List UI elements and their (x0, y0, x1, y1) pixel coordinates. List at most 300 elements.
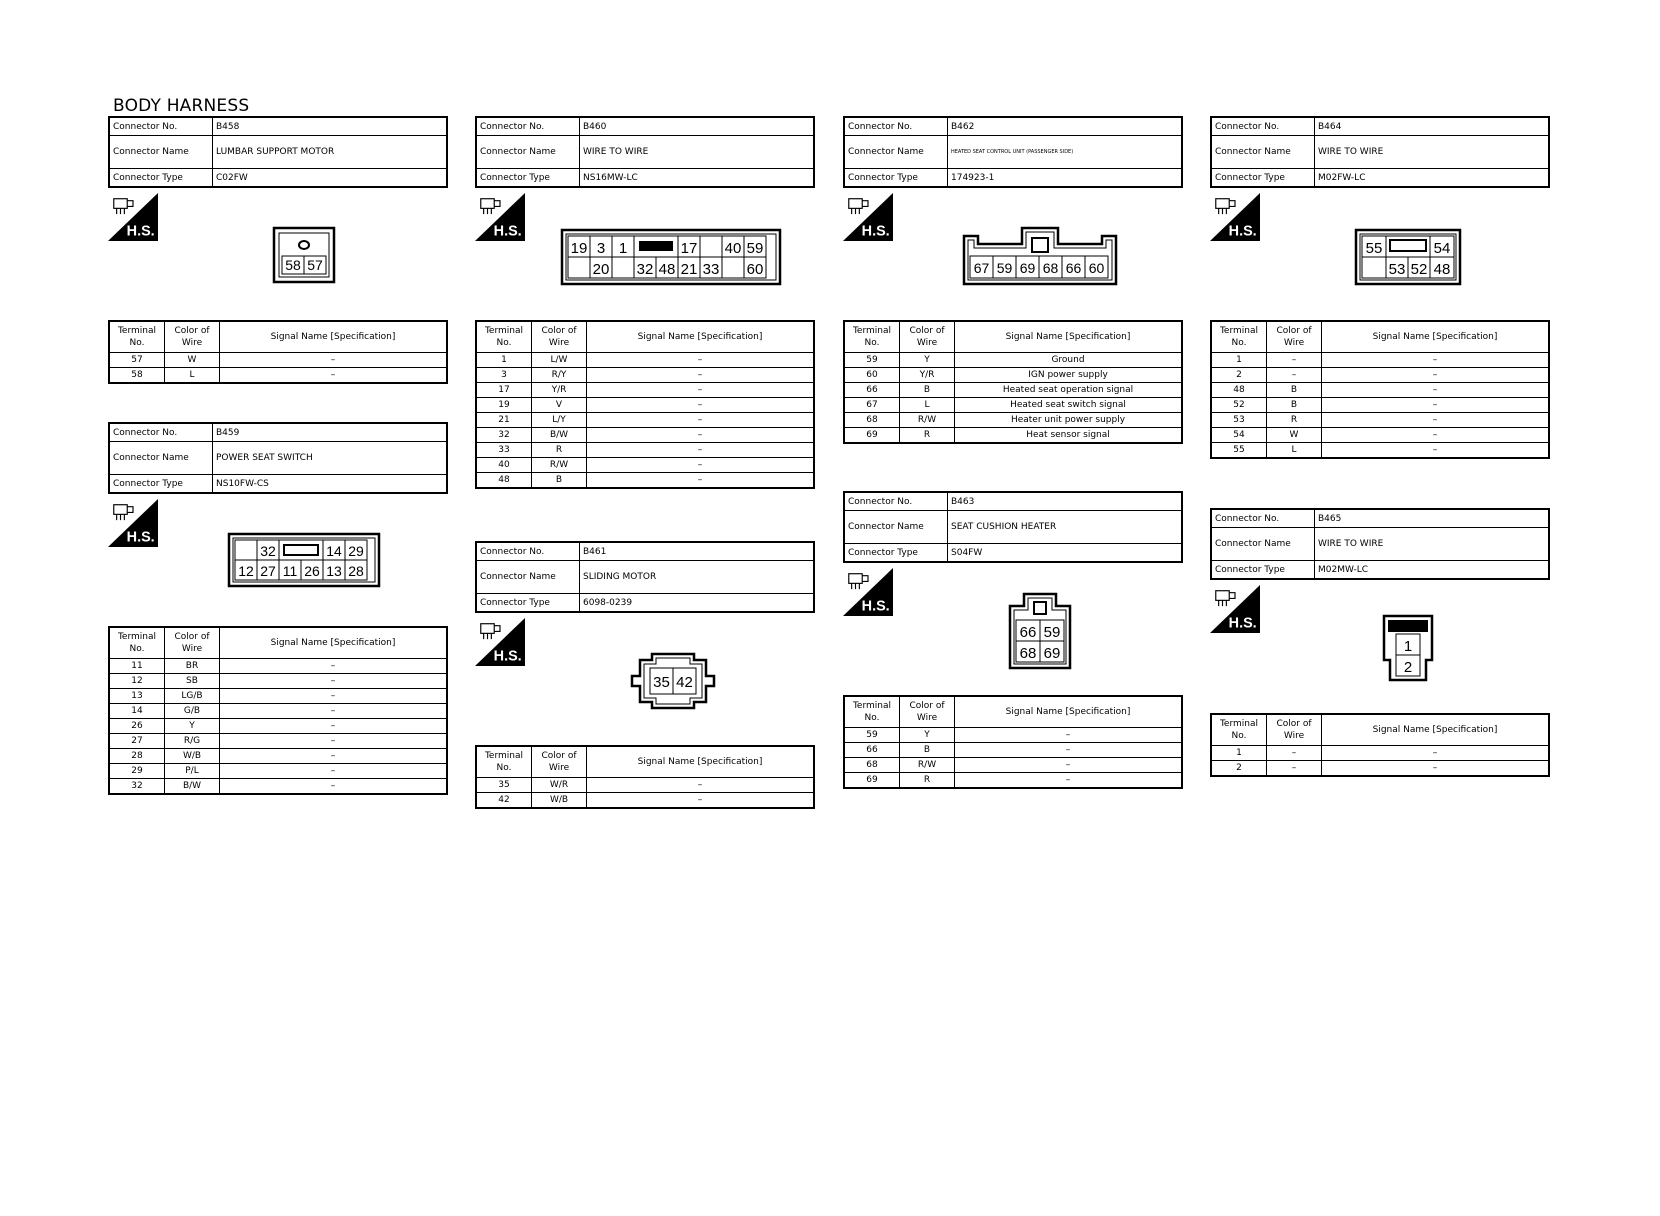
wire-color-cell: B (532, 473, 587, 489)
pin-label: 29 (348, 543, 364, 559)
pin-label: 14 (326, 543, 342, 559)
terminal-no-cell: 68 (844, 758, 900, 773)
pin-label: 1 (1403, 638, 1413, 655)
pin-label: 1 (618, 240, 628, 257)
terminal-no-cell: 67 (844, 398, 900, 413)
terminal-no-cell: 12 (109, 674, 165, 689)
connector-name-value: SLIDING MOTOR (580, 561, 815, 594)
pin-label: 32 (260, 543, 276, 559)
connector-icon (114, 505, 133, 520)
pin-label: 11 (282, 563, 298, 579)
table-row (1211, 413, 1549, 428)
signal-name-cell: – (587, 473, 815, 489)
connector-no-label: Connector No. (109, 117, 213, 136)
connector-name-label: Connector Name (476, 136, 580, 169)
connector-type-label: Connector Type (476, 169, 580, 188)
table-row (844, 773, 1182, 789)
terminal-no-cell: 59 (844, 728, 900, 743)
pin-label: 42 (676, 674, 693, 691)
connector-type-label: Connector Type (844, 169, 948, 188)
signal-name-cell: IGN power supply (955, 368, 1183, 383)
signal-name-cell: Heated seat switch signal (955, 398, 1183, 413)
wire-color-cell: Y/R (900, 368, 955, 383)
terminal-no-cell: 53 (1211, 413, 1267, 428)
connector-face-b465 (1382, 614, 1434, 682)
wire-color-cell: SB (165, 674, 220, 689)
table-row (109, 674, 447, 689)
color-of-wire-header: Color of Wire (165, 627, 220, 659)
wire-color-cell: B (1267, 383, 1322, 398)
hs-label: H.S. (493, 223, 522, 240)
signal-name-cell: – (587, 398, 815, 413)
table-row (844, 728, 1182, 743)
terminal-no-header: Terminal No. (844, 696, 900, 728)
connector-no-label: Connector No. (1211, 509, 1315, 528)
connector-icon (481, 624, 500, 639)
connector-type-value: 174923-1 (948, 169, 1183, 188)
terminal-no-cell: 33 (476, 443, 532, 458)
terminal-no-cell: 32 (109, 779, 165, 795)
terminal-no-cell: 57 (109, 353, 165, 368)
wire-color-cell: G/B (165, 704, 220, 719)
connector-info-b460 (475, 116, 815, 188)
signal-name-cell: – (1322, 746, 1550, 761)
connector-type-label: Connector Type (109, 169, 213, 188)
signal-name-cell: – (955, 743, 1183, 758)
pin-label: 60 (1088, 260, 1105, 276)
wire-color-cell: – (1267, 368, 1322, 383)
pin-label: 57 (307, 257, 323, 273)
signal-name-cell: Heat sensor signal (955, 428, 1183, 444)
connector-name-value: SEAT CUSHION HEATER (948, 511, 1183, 544)
signal-table-b458 (108, 320, 448, 384)
connector-info-b465 (1210, 508, 1550, 580)
wire-color-cell: R/Y (532, 368, 587, 383)
hs-badge (843, 192, 893, 242)
signal-name-cell: – (1322, 413, 1550, 428)
connector-name-label: Connector Name (476, 561, 580, 594)
color-of-wire-header: Color of Wire (900, 321, 955, 353)
wire-color-cell: R (900, 773, 955, 789)
pin-label: 67 (973, 260, 990, 276)
table-row (844, 368, 1182, 383)
connector-no-value: B462 (948, 117, 1183, 136)
connector-face-b463 (1008, 592, 1072, 670)
table-row (1211, 353, 1549, 368)
color-of-wire-header: Color of Wire (900, 696, 955, 728)
wire-color-cell: L (900, 398, 955, 413)
signal-name-cell: – (1322, 368, 1550, 383)
hs-badge (475, 192, 525, 242)
pin-label: 33 (702, 261, 720, 278)
terminal-no-cell: 1 (1211, 746, 1267, 761)
connector-info-b458 (108, 116, 448, 188)
pin-label: 40 (724, 240, 742, 257)
signal-name-header: Signal Name [Specification] (220, 627, 448, 659)
connector-no-value: B458 (213, 117, 448, 136)
signal-name-cell: – (220, 689, 448, 704)
terminal-no-cell: 59 (844, 353, 900, 368)
pin-label: 17 (680, 240, 698, 257)
connector-no-value: B464 (1315, 117, 1550, 136)
signal-name-cell: – (587, 353, 815, 368)
pin-label: 2 (1403, 659, 1413, 676)
connector-no-label: Connector No. (476, 117, 580, 136)
pin-label: 59 (746, 240, 764, 257)
wire-color-cell: LG/B (165, 689, 220, 704)
table-row (109, 749, 447, 764)
connector-type-label: Connector Type (1211, 561, 1315, 580)
signal-name-cell: – (220, 749, 448, 764)
table-row (476, 398, 814, 413)
pin-label: 59 (1043, 624, 1061, 641)
pin-label: 48 (658, 261, 676, 278)
terminal-no-header: Terminal No. (476, 746, 532, 778)
connector-no-value: B465 (1315, 509, 1550, 528)
table-row (109, 719, 447, 734)
connector-info-b461 (475, 541, 815, 613)
terminal-no-cell: 40 (476, 458, 532, 473)
terminal-no-header: Terminal No. (1211, 321, 1267, 353)
terminal-no-cell: 17 (476, 383, 532, 398)
pin-label: 54 (1433, 240, 1451, 257)
table-row (1211, 746, 1549, 761)
signal-name-cell: – (220, 764, 448, 779)
hs-label: H.S. (861, 598, 890, 615)
pin-label: 68 (1019, 645, 1037, 662)
pin-label: 19 (570, 240, 588, 257)
table-row (109, 659, 447, 674)
terminal-no-header: Terminal No. (476, 321, 532, 353)
signal-name-cell: – (587, 428, 815, 443)
wire-color-cell: – (1267, 353, 1322, 368)
connector-type-value: M02FW-LC (1315, 169, 1550, 188)
hs-label: H.S. (493, 648, 522, 665)
connector-icon (481, 199, 500, 214)
connector-info-b464 (1210, 116, 1550, 188)
terminal-no-cell: 68 (844, 413, 900, 428)
connector-no-value: B459 (213, 423, 448, 442)
terminal-no-cell: 32 (476, 428, 532, 443)
signal-name-cell: Heated seat operation signal (955, 383, 1183, 398)
signal-name-cell: – (220, 353, 448, 368)
wire-color-cell: B/W (532, 428, 587, 443)
connector-no-label: Connector No. (109, 423, 213, 442)
wire-color-cell: – (1267, 761, 1322, 777)
signal-name-cell: Ground (955, 353, 1183, 368)
hs-badge (1210, 584, 1260, 634)
terminal-no-cell: 58 (109, 368, 165, 384)
pin-label: 60 (746, 261, 764, 278)
signal-name-header: Signal Name [Specification] (1322, 714, 1550, 746)
terminal-no-cell: 54 (1211, 428, 1267, 443)
wire-color-cell: R/G (165, 734, 220, 749)
connector-icon (849, 199, 868, 214)
connector-icon (1216, 199, 1235, 214)
connector-type-label: Connector Type (476, 594, 580, 613)
wire-color-cell: Y (900, 728, 955, 743)
pin-label: 69 (1019, 260, 1036, 276)
signal-name-cell: – (1322, 443, 1550, 459)
table-row (1211, 383, 1549, 398)
wire-color-cell: W/B (532, 793, 587, 809)
table-row (476, 793, 814, 809)
terminal-no-cell: 14 (109, 704, 165, 719)
connector-type-value: S04FW (948, 544, 1183, 563)
wire-color-cell: Y/R (532, 383, 587, 398)
wire-color-cell: B (900, 383, 955, 398)
signal-name-cell: – (1322, 353, 1550, 368)
terminal-no-cell: 21 (476, 413, 532, 428)
signal-name-cell: – (220, 719, 448, 734)
connector-name-label: Connector Name (844, 511, 948, 544)
signal-name-cell: – (220, 734, 448, 749)
connector-face-b460 (560, 228, 782, 286)
terminal-no-cell: 28 (109, 749, 165, 764)
connector-no-label: Connector No. (476, 542, 580, 561)
connector-type-value: 6098-0239 (580, 594, 815, 613)
table-row (476, 443, 814, 458)
table-row (844, 743, 1182, 758)
signal-name-header: Signal Name [Specification] (1322, 321, 1550, 353)
table-row (476, 458, 814, 473)
hs-label: H.S. (126, 529, 155, 546)
connector-face-b461 (630, 652, 716, 710)
wire-color-cell: L/Y (532, 413, 587, 428)
signal-name-cell: – (955, 758, 1183, 773)
table-row (109, 353, 447, 368)
pin-label: 52 (1410, 261, 1428, 278)
pin-label: 59 (996, 260, 1013, 276)
wire-color-cell: W/R (532, 778, 587, 793)
pin-label: 53 (1388, 261, 1406, 278)
table-row (1211, 368, 1549, 383)
color-of-wire-header: Color of Wire (532, 321, 587, 353)
table-row (476, 778, 814, 793)
pin-label: 55 (1365, 240, 1383, 257)
pin-label: 3 (596, 240, 606, 257)
signal-name-cell: – (587, 793, 815, 809)
terminal-no-cell: 2 (1211, 368, 1267, 383)
table-row (109, 704, 447, 719)
connector-face-b462 (960, 224, 1120, 286)
table-row (109, 689, 447, 704)
color-of-wire-header: Color of Wire (532, 746, 587, 778)
terminal-no-cell: 11 (109, 659, 165, 674)
terminal-no-cell: 1 (476, 353, 532, 368)
hs-badge (108, 192, 158, 242)
signal-name-cell: – (220, 659, 448, 674)
color-of-wire-header: Color of Wire (165, 321, 220, 353)
terminal-no-cell: 66 (844, 743, 900, 758)
terminal-no-cell: 19 (476, 398, 532, 413)
table-row (844, 413, 1182, 428)
terminal-no-cell: 29 (109, 764, 165, 779)
table-row (476, 383, 814, 398)
connector-name-value: LUMBAR SUPPORT MOTOR (213, 136, 448, 169)
connector-type-value: NS10FW-CS (213, 475, 448, 494)
connector-info-b462 (843, 116, 1183, 188)
table-row (844, 353, 1182, 368)
connector-name-value: POWER SEAT SWITCH (213, 442, 448, 475)
connector-icon (849, 574, 868, 589)
signal-name-cell: – (587, 778, 815, 793)
pin-label: 21 (680, 261, 698, 278)
table-row (1211, 443, 1549, 459)
signal-name-cell: – (220, 674, 448, 689)
signal-name-header: Signal Name [Specification] (955, 696, 1183, 728)
signal-name-header: Signal Name [Specification] (220, 321, 448, 353)
signal-table-b462 (843, 320, 1183, 444)
color-of-wire-header: Color of Wire (1267, 714, 1322, 746)
connector-face-b458 (272, 226, 336, 284)
signal-table-b459 (108, 626, 448, 795)
table-row (476, 413, 814, 428)
wire-color-cell: B (1267, 398, 1322, 413)
wire-color-cell: R/W (532, 458, 587, 473)
signal-table-b463 (843, 695, 1183, 789)
hs-badge (108, 498, 158, 548)
wire-color-cell: L (1267, 443, 1322, 459)
pin-label: 69 (1043, 645, 1061, 662)
signal-name-cell: – (587, 368, 815, 383)
terminal-no-cell: 60 (844, 368, 900, 383)
terminal-no-cell: 66 (844, 383, 900, 398)
terminal-no-cell: 35 (476, 778, 532, 793)
pin-label: 13 (326, 563, 342, 579)
table-row (109, 764, 447, 779)
terminal-no-cell: 48 (476, 473, 532, 489)
connector-name-label: Connector Name (1211, 136, 1315, 169)
wire-color-cell: – (1267, 746, 1322, 761)
terminal-no-cell: 55 (1211, 443, 1267, 459)
terminal-no-cell: 2 (1211, 761, 1267, 777)
connector-face-b459 (227, 532, 381, 588)
signal-name-cell: – (955, 728, 1183, 743)
table-row (476, 353, 814, 368)
pin-label: 35 (653, 674, 670, 691)
wire-color-cell: R (900, 428, 955, 444)
hs-label: H.S. (1228, 615, 1257, 632)
table-row (844, 398, 1182, 413)
table-row (844, 428, 1182, 444)
connector-icon (1216, 591, 1235, 606)
signal-name-cell: – (1322, 761, 1550, 777)
terminal-no-cell: 13 (109, 689, 165, 704)
signal-name-cell: – (1322, 398, 1550, 413)
pin-label: 68 (1042, 260, 1059, 276)
table-row (476, 473, 814, 489)
connector-name-value: WIRE TO WIRE (580, 136, 815, 169)
signal-table-b464 (1210, 320, 1550, 459)
signal-name-cell: – (587, 443, 815, 458)
pin-label: 66 (1019, 624, 1037, 641)
terminal-no-header: Terminal No. (109, 321, 165, 353)
wire-color-cell: R/W (900, 758, 955, 773)
terminal-no-cell: 48 (1211, 383, 1267, 398)
wire-color-cell: L/W (532, 353, 587, 368)
signal-name-cell: – (220, 779, 448, 795)
wire-color-cell: L (165, 368, 220, 384)
wire-color-cell: Y (900, 353, 955, 368)
wire-color-cell: R/W (900, 413, 955, 428)
signal-name-cell: – (220, 704, 448, 719)
terminal-no-cell: 26 (109, 719, 165, 734)
connector-name-label: Connector Name (844, 136, 948, 169)
table-row (476, 368, 814, 383)
pin-label: 26 (304, 563, 320, 579)
wire-color-cell: W (165, 353, 220, 368)
connector-info-b463 (843, 491, 1183, 563)
signal-table-b461 (475, 745, 815, 809)
connector-type-value: C02FW (213, 169, 448, 188)
signal-table-b460 (475, 320, 815, 489)
connector-face-b464 (1354, 228, 1462, 286)
hs-label: H.S. (126, 223, 155, 240)
connector-type-value: NS16MW-LC (580, 169, 815, 188)
table-row (1211, 428, 1549, 443)
connector-name-label: Connector Name (109, 442, 213, 475)
signal-name-cell: – (955, 773, 1183, 789)
connector-no-label: Connector No. (1211, 117, 1315, 136)
signal-name-cell: – (587, 413, 815, 428)
terminal-no-header: Terminal No. (844, 321, 900, 353)
hs-badge (843, 567, 893, 617)
signal-name-header: Signal Name [Specification] (587, 321, 815, 353)
wire-color-cell: W/B (165, 749, 220, 764)
connector-no-label: Connector No. (844, 117, 948, 136)
connector-icon (114, 199, 133, 214)
connector-name-label: Connector Name (1211, 528, 1315, 561)
signal-name-cell: – (220, 368, 448, 384)
connector-name-value: HEATED SEAT CONTROL UNIT (PASSENGER SIDE) (948, 136, 1183, 169)
connector-name-label: Connector Name (109, 136, 213, 169)
pin-label: 58 (285, 257, 301, 273)
signal-table-b465 (1210, 713, 1550, 777)
terminal-no-cell: 69 (844, 773, 900, 789)
terminal-no-cell: 27 (109, 734, 165, 749)
terminal-no-cell: 42 (476, 793, 532, 809)
pin-label: 12 (238, 563, 254, 579)
wire-color-cell: R (1267, 413, 1322, 428)
wire-color-cell: Y (165, 719, 220, 734)
terminal-no-cell: 1 (1211, 353, 1267, 368)
hs-label: H.S. (861, 223, 890, 240)
connector-no-value: B461 (580, 542, 815, 561)
signal-name-cell: – (587, 383, 815, 398)
table-row (844, 383, 1182, 398)
color-of-wire-header: Color of Wire (1267, 321, 1322, 353)
pin-label: 27 (260, 563, 276, 579)
pin-label: 66 (1065, 260, 1082, 276)
signal-name-cell: – (1322, 383, 1550, 398)
connector-no-value: B460 (580, 117, 815, 136)
wire-color-cell: W (1267, 428, 1322, 443)
table-row (109, 368, 447, 384)
table-row (1211, 761, 1549, 777)
hs-label: H.S. (1228, 223, 1257, 240)
pin-label: 20 (592, 261, 610, 278)
wire-color-cell: P/L (165, 764, 220, 779)
wire-color-cell: V (532, 398, 587, 413)
hs-badge (475, 617, 525, 667)
wire-color-cell: B (900, 743, 955, 758)
table-row (109, 734, 447, 749)
signal-name-header: Signal Name [Specification] (955, 321, 1183, 353)
wire-color-cell: B/W (165, 779, 220, 795)
pin-label: 28 (348, 563, 364, 579)
wire-color-cell: BR (165, 659, 220, 674)
